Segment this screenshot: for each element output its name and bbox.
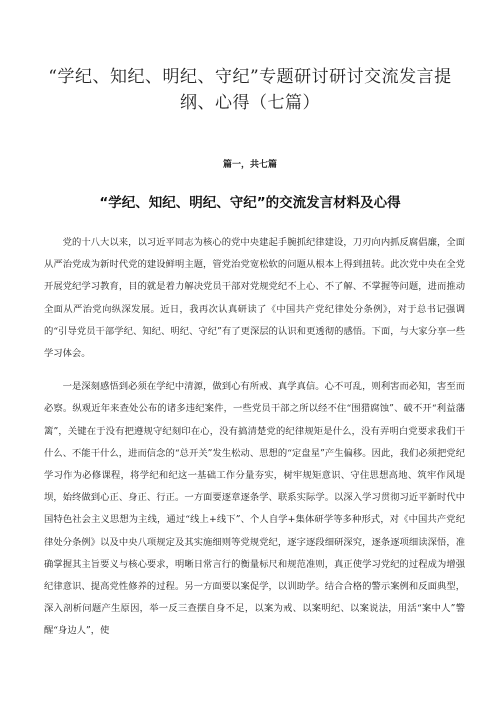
paragraph: 一是深刻感悟到必须在学纪中清源，做到心有所戒、真学真信。心不可乱，则利害而必知，害至而必察。纵观近年来查处公布的诸多违纪案件，一些党员干部之所以经不住“围猎腐蚀”、破不开“利益藩篱”，关键在于没有把遵规守纪刻印在心，没有搞清楚党的纪律规矩是什么，没有弄明白党要求我们干什么、不能干什么，进而信念的“总开关”发生松动、思想的“定盘星”产生偏移。因此，我们必须把党纪学习作为必修课程，将学纪和纪这一基础工作分量夯实，树牢规矩意识、守住思想高地、筑牢作风堤坝，始终做到心正、身正、行正。一方面要逐章逐条学、联系实际学。以深入学习贯彻习近平新时代中国特色社会主义思想为主线，通过“线上+线下”、个人自学+集体研学等多种形式，对《中国共产党纪律处分条例》以及中央八项规定及其实施细则等党规党纪，逐字逐段细研深究，逐条逐项细读深悟，准确掌握其主旨要义与核心要求，明晰日常言行的衡量标尺和规范准则，真正使学习党纪的过程成为增强纪律意识、提高党性修养的过程。另一方面要以案促学，以训助学。结合合格的警示案例和反面典型，深入剖析问题产生原因，举一反三查摆自身不足，以案为戒、以案明纪、以案说法，用活“案中人”警醒“身边人”，使 — [44, 381, 465, 637]
section-title: “学纪、知纪、明纪、守纪”的交流发言材料及心得 — [99, 195, 401, 211]
part-heading: 篇一，共七篇 — [222, 160, 277, 170]
paragraph: 党的十八大以来，以习近平同志为核心的党中央建起手腕抓纪律建设，刀刃向内抓反腐倡廉，全面从严治党成为新时代党的建设鲜明主题，管党治党宽松软的问题从根本上得到扭转。此次党中央在全党开展党纪学习教育，目的就是着力解决党员干部对党规党纪不上心、不了解、不掌握等问题，进而推动全面从严治党向纵深发展。近日，我再次认真研读了《中国共产党纪律处分条例》，对于总书记强调的“引导党员干部学纪、知纪、明纪、守纪”有了更深层的认识和更透彻的感悟。下面，与大家分享一些学习体会。 — [44, 237, 465, 360]
document-body — [44, 232, 465, 654]
document-title: “学纪、知纪、明纪、守纪”专题研讨研讨交流发言提纲、心得（七篇） — [48, 67, 452, 113]
